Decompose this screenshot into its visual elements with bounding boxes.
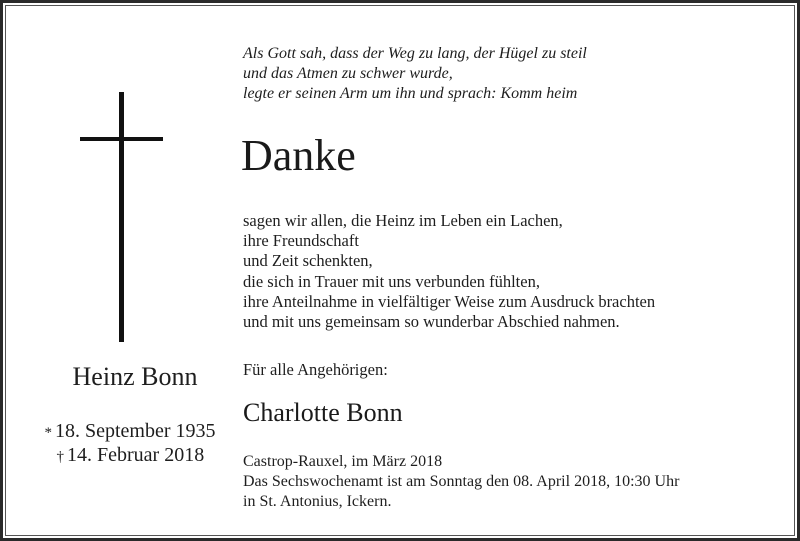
thank-you-text: [243, 211, 655, 332]
body-line: die sich in Trauer mit uns verbunden fühlten,: [243, 271, 540, 291]
footer-line: Castrop-Rauxel, im März 2018: [243, 453, 443, 470]
birth-date: 18. September 1935: [55, 420, 216, 442]
body-line: sagen wir allen, die Heinz im Leben ein Lachen,: [243, 211, 563, 230]
body-line: und mit uns gemeinsam so wunderbar Abschied nahmen.: [243, 312, 620, 332]
thank-you-heading: Danke: [241, 131, 356, 180]
death-symbol: †: [56, 449, 64, 465]
verse-line: Als Gott sah, dass der Weg zu lang, der Hügel zu steil: [243, 45, 587, 62]
body-line: ihre Freundschaft: [243, 231, 359, 251]
death-date: 14. Februar 2018: [67, 444, 205, 466]
body-line: und Zeit schenkten,: [243, 251, 373, 271]
verse-line: legte er seinen Arm um ihn und sprach: Komm heim: [243, 85, 578, 102]
cross-horizontal-bar: [80, 137, 163, 141]
service-info: [243, 452, 679, 512]
cross-vertical-bar: [119, 92, 124, 342]
birth-symbol: *: [44, 425, 52, 441]
life-dates: [38, 420, 216, 468]
verse-line: und das Atmen zu schwer wurde,: [243, 65, 453, 82]
deceased-name: Heinz Bonn: [72, 362, 198, 391]
footer-line: Das Sechswochenamt ist am Sonntag den 08. April 2018, 10:30 Uhr: [243, 473, 680, 490]
memorial-verse: [243, 44, 587, 104]
footer-line: in St. Antonius, Ickern.: [243, 493, 392, 510]
family-label: Für alle Angehörigen:: [243, 360, 388, 379]
body-line: ihre Anteilnahme in vielfältiger Weise zum Ausdruck brachten: [243, 291, 656, 311]
death-date-row: [38, 444, 216, 468]
birth-date-row: [38, 420, 216, 444]
family-name: Charlotte Bonn: [243, 398, 403, 427]
